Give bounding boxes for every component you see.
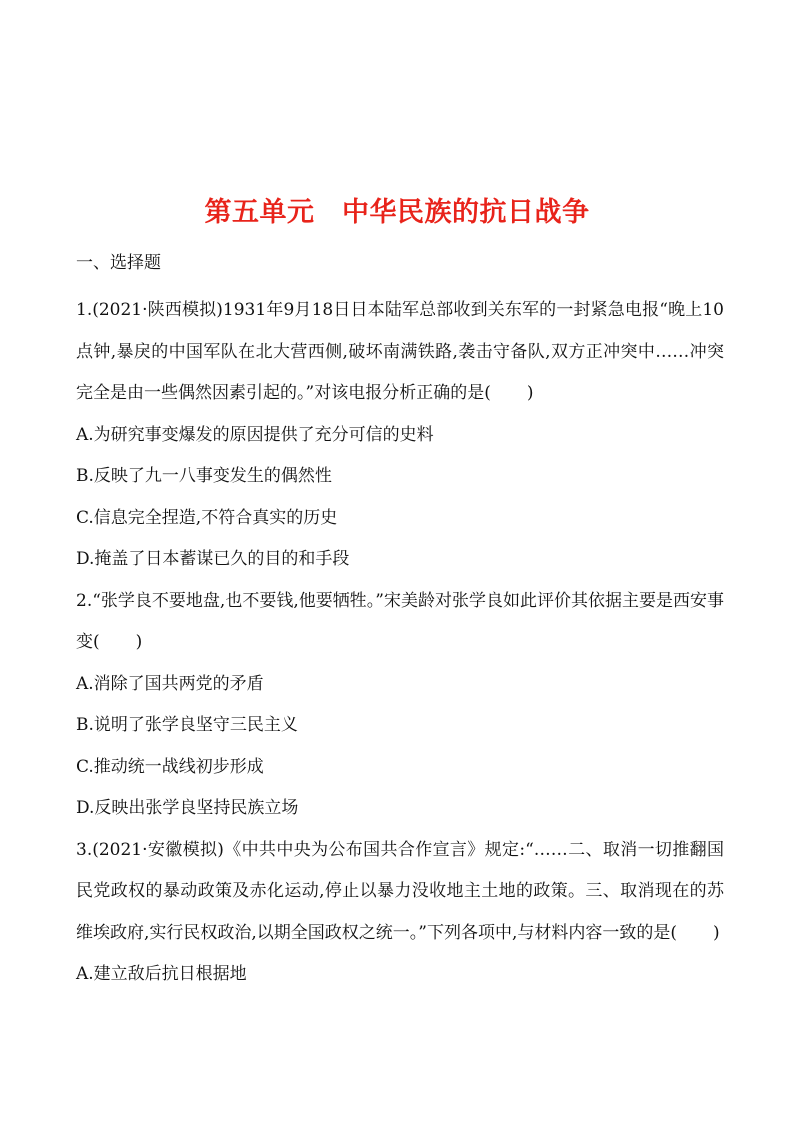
option-c: C.信息完全捏造,不符合真实的历史 [76, 507, 338, 528]
stem-close-paren: ) [135, 632, 143, 652]
option-b: B.说明了张学良坚守三民主义 [76, 715, 298, 735]
option-b: B.反映了九一八事变发生的偶然性 [76, 466, 332, 486]
section-heading: 一、选择题 [76, 253, 161, 273]
question-stem-text: 1.(2021·陕西模拟)1931年9月18日日本陆军总部收到关东军的一封紧急电报“晚上10点钟,暴戾的中国军队在北大营西侧,破坏南满铁路,袭击守备队,双方正冲突中……冲突完全是由一些偶然因素引起的。”对该电报分析正确的是( [76, 300, 724, 403]
stem-close-paren: ) [713, 922, 720, 943]
stem-close-paren: ) [526, 383, 534, 403]
question-stem-text: 3.(2021·安徽模拟)《中共中央为公布国共合作宣言》规定:“……二、取消一切推翻国民党政权的暴动政策及赤化运动,停止以暴力没收地主土地的政策。三、取消现在的苏维埃政府,实行民权政治,以期全国政权之统一。”下列各项中,与材料内容一致的是( [76, 839, 724, 943]
option-a: A.为研究事变爆发的原因提供了充分可信的史料 [76, 424, 434, 445]
question-list [76, 290, 724, 996]
question-stem [76, 581, 724, 664]
question-3 [76, 830, 724, 996]
question-stem-text: 2.“张学良不要地盘,也不要钱,他要牺牲。”宋美龄对张学良如此评价其依据主要是西安事变( [76, 590, 724, 652]
option-a: A.建立敌后抗日根据地 [76, 964, 247, 984]
unit-title: 第五单元 中华民族的抗日战争 [204, 197, 590, 228]
question-stem [76, 290, 724, 415]
option-a: A.消除了国共两党的矛盾 [76, 673, 264, 694]
question-2 [76, 581, 724, 830]
question-1 [76, 290, 724, 581]
question-stem [76, 830, 724, 955]
option-c: C.推动统一战线初步形成 [76, 756, 264, 777]
option-d: D.掩盖了日本蓄谋已久的目的和手段 [76, 549, 350, 569]
option-d: D.反映出张学良坚持民族立场 [76, 798, 299, 818]
